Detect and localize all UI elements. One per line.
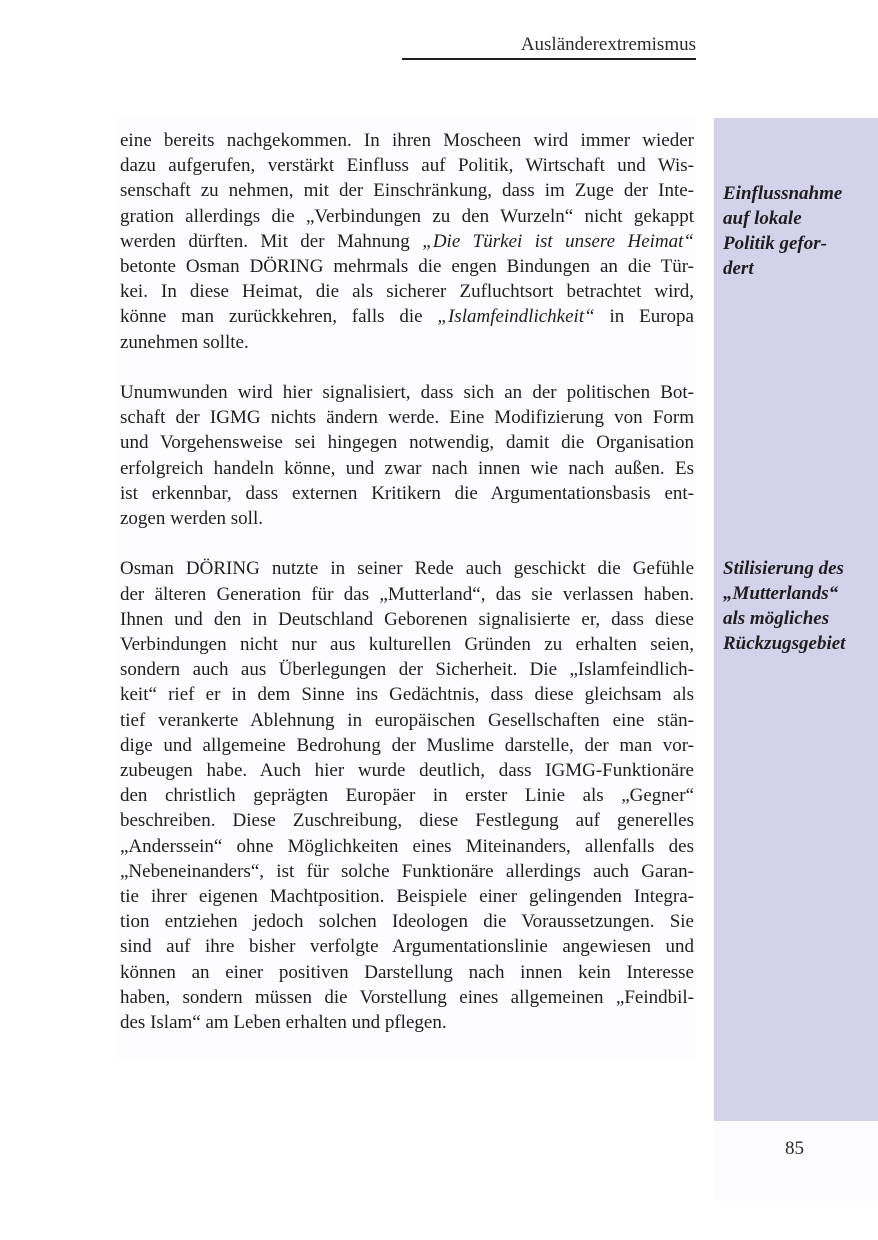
margin-note-line: „Mutterlands“ (723, 583, 839, 604)
text-line: zogen werden soll. (120, 508, 263, 530)
margin-note-influence (723, 181, 873, 281)
text-line: haben, sondern müssen die Vorstellung eines allgemeinen „Feindbil- (120, 986, 694, 1008)
text-line: Unumwunden wird hier signalisiert, dass sich an der politischen Bot- (120, 382, 694, 404)
margin-note-line: Rückzugsgebiet (723, 633, 846, 654)
text-line: können an einer positiven Darstellung nach innen kein Interesse (120, 961, 694, 983)
text-line: der älteren Generation für das „Mutterland“, das sie verlassen haben. (120, 583, 694, 605)
text-line: gration allerdings die „Verbindungen zu den Wurzeln“ nicht gekappt (120, 205, 694, 227)
text-line: keit“ rief er in dem Sinne ins Gedächtnis, dass diese gleichsam als (120, 684, 694, 706)
paragraph (120, 556, 694, 1035)
text-line: tief verankerte Ablehnung in europäischen Gesellschaften eine stän- (120, 709, 694, 731)
text-line: tie ihrer eigenen Machtposition. Beispiele einer gelingenden Integra- (120, 886, 694, 908)
margin-note-line: dert (723, 258, 754, 279)
text-run: werden dürften. Mit der Mahnung (120, 230, 423, 252)
paragraph (120, 128, 694, 355)
paragraph (120, 380, 694, 531)
body-text (120, 128, 694, 1035)
text-line: den christlich geprägten Europäer in erster Linie als „Gegner“ (120, 785, 694, 807)
text-line: zunehmen sollte. (120, 331, 249, 353)
margin-note-line: Politik gefor- (723, 233, 827, 254)
running-header: Ausländerextremismus (520, 34, 696, 55)
text-line: betonte Osman DÖRING mehrmals die engen Bindungen an die Tür- (120, 256, 694, 278)
text-line: tion entziehen jedoch solchen Ideologen die Voraussetzungen. Sie (120, 911, 694, 933)
text-line (120, 304, 694, 329)
emphasized-quote: „Islamfeindlichkeit“ (437, 306, 595, 328)
text-line: zubeugen habe. Auch hier wurde deutlich, dass IGMG-Funktionäre (120, 760, 694, 782)
text-line: dazu aufgerufen, verstärkt Einfluss auf Politik, Wirtschaft und Wis- (120, 155, 694, 177)
text-line: Ihnen und den in Deutschland Geborenen signalisierte er, dass diese (120, 608, 694, 630)
text-line: und Vorgehensweise sei hingegen notwendig, damit die Organisation (120, 432, 694, 454)
text-line: Verbindungen nicht nur aus kulturellen Gründen zu erhalten seien, (120, 634, 694, 656)
text-line (120, 229, 694, 254)
margin-note-motherland (723, 556, 873, 656)
margin-note-line: Stilisierung des (723, 558, 844, 579)
header-rule (402, 58, 696, 60)
text-line: erfolgreich handeln könne, und zwar nach innen wie nach außen. Es (120, 457, 694, 479)
text-line: sind auf ihre bisher verfolgte Argumentationslinie angewiesen und (120, 936, 694, 958)
text-line: senschaft zu nehmen, mit der Einschränkung, dass im Zuge der Inte- (120, 180, 694, 202)
text-line: eine bereits nachgekommen. In ihren Moscheen wird immer wieder (120, 130, 694, 151)
footer-area (714, 1121, 878, 1201)
text-line: Osman DÖRING nutzte in seiner Rede auch geschickt die Gefühle (120, 558, 694, 580)
page-number: 85 (785, 1138, 804, 1159)
text-line: „Anderssein“ ohne Möglichkeiten eines Miteinanders, allenfalls des (120, 835, 694, 857)
text-line: dige und allgemeine Bedrohung der Muslime darstelle, der man vor- (120, 734, 694, 756)
margin-note-line: als mögliches (723, 608, 830, 629)
text-line: kei. In diese Heimat, die als sicherer Zufluchtsort betrachtet wird, (120, 281, 694, 303)
text-line: sondern auch aus Überlegungen der Sicherheit. Die „Islamfeindlich- (120, 659, 694, 681)
text-line: ist erkennbar, dass externen Kritikern die Argumentationsbasis ent- (120, 482, 694, 504)
text-line: „Nebeneinanders“, ist für solche Funktionäre allerdings auch Garan- (120, 860, 694, 882)
text-line: schaft der IGMG nichts ändern werde. Eine Modifizierung von Form (120, 407, 694, 429)
margin-note-line: Einflussnahme (723, 183, 843, 204)
text-line: beschreiben. Diese Zuschreibung, diese Festlegung auf generelles (120, 810, 694, 832)
text-run: in Europa (594, 306, 694, 328)
text-run: könne man zurückkehren, falls die (120, 306, 438, 328)
margin-note-line: auf lokale (723, 208, 802, 229)
text-line: des Islam“ am Leben erhalten und pflegen. (120, 1012, 447, 1034)
emphasized-quote: „Die Türkei ist unsere Heimat“ (422, 230, 694, 252)
